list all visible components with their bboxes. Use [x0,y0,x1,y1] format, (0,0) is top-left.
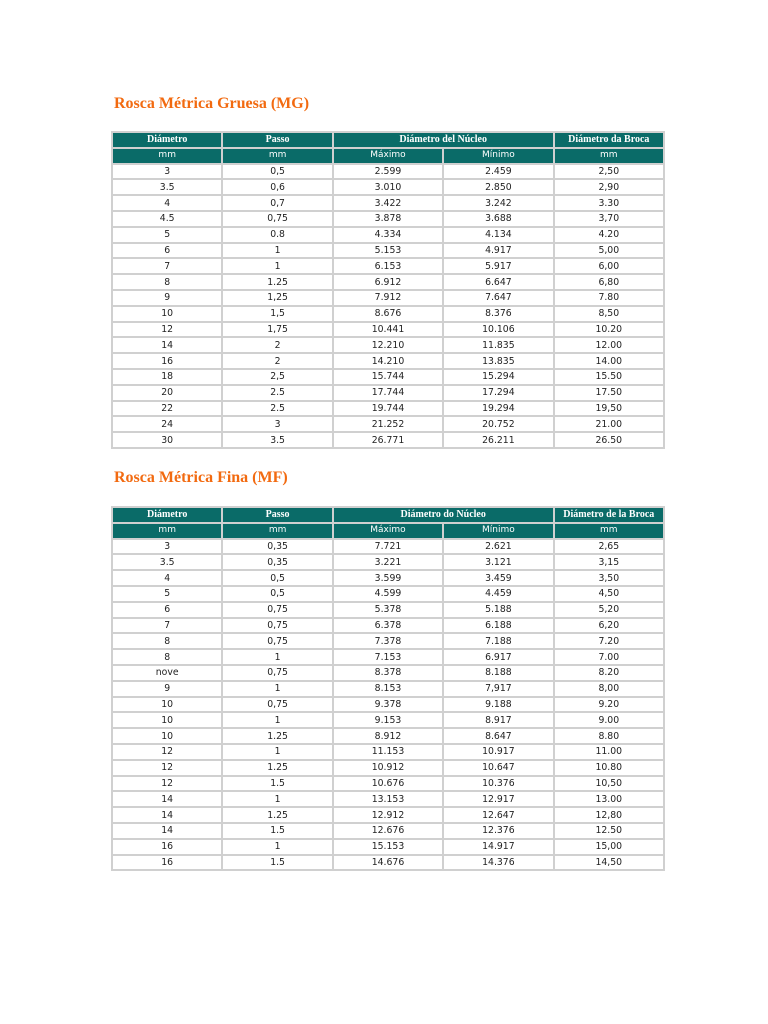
cell-drill: 26.50 [555,433,663,447]
table-row [113,729,663,743]
subheader-maximum: Máximo [334,524,442,538]
cell-core-min: 12.647 [444,808,552,822]
cell-diameter: 12 [113,323,221,337]
cell-core-min: 7,917 [444,682,552,696]
cell-diameter: 12 [113,777,221,791]
cell-pitch: 1 [223,259,331,273]
cell-pitch: 3.5 [223,433,331,447]
cell-diameter: 8 [113,275,221,289]
cell-core-min: 14.917 [444,840,552,854]
cell-drill: 9.00 [555,713,663,727]
cell-diameter: 22 [113,402,221,416]
cell-drill: 14,50 [555,856,663,870]
cell-pitch: 1 [223,244,331,258]
cell-core-max: 3.221 [334,555,442,569]
table-row [113,682,663,696]
cell-diameter: 12 [113,745,221,759]
cell-core-min: 7.188 [444,634,552,648]
table-row [113,571,663,585]
cell-core-max: 11.153 [334,745,442,759]
cell-pitch: 0,75 [223,212,331,226]
table-row [113,619,663,633]
cell-pitch: 1 [223,713,331,727]
table-row [113,165,663,179]
section-title-mf: Rosca Métrica Fina (MF) [114,469,288,486]
table-row [113,840,663,854]
cell-pitch: 1.25 [223,761,331,775]
cell-core-min: 2.621 [444,540,552,554]
subheader-maximum: Máximo [334,149,442,163]
cell-core-max: 7.153 [334,650,442,664]
subheader-unit: mm [113,149,221,163]
cell-core-max: 10.912 [334,761,442,775]
cell-diameter: 10 [113,307,221,321]
cell-diameter: 8 [113,650,221,664]
cell-pitch: 2 [223,354,331,368]
cell-pitch: 0,35 [223,555,331,569]
cell-drill: 2,65 [555,540,663,554]
cell-core-max: 8.912 [334,729,442,743]
table-row [113,745,663,759]
table-row [113,433,663,447]
cell-diameter: 9 [113,682,221,696]
cell-core-max: 3.599 [334,571,442,585]
table-row [113,698,663,712]
cell-diameter: nove [113,666,221,680]
cell-diameter: 4 [113,196,221,210]
table-row [113,540,663,554]
table-row [113,650,663,664]
table-row [113,291,663,305]
table-row [113,228,663,242]
cell-diameter: 3.5 [113,555,221,569]
cell-pitch: 0,35 [223,540,331,554]
cell-pitch: 2.5 [223,402,331,416]
cell-core-max: 12.210 [334,338,442,352]
table-row [113,792,663,806]
header-row [113,508,663,522]
table-row [113,824,663,838]
cell-pitch: 0,75 [223,634,331,648]
cell-diameter: 16 [113,840,221,854]
table-row [113,713,663,727]
cell-pitch: 1 [223,792,331,806]
subheader-unit: mm [555,149,663,163]
cell-pitch: 0,7 [223,196,331,210]
cell-diameter: 5 [113,587,221,601]
cell-diameter: 24 [113,417,221,431]
cell-core-max: 8.378 [334,666,442,680]
cell-core-min: 8.917 [444,713,552,727]
column-header-core-diameter: Diámetro do Núcleo [334,508,553,522]
cell-core-max: 21.252 [334,417,442,431]
cell-diameter: 5 [113,228,221,242]
cell-drill: 10.20 [555,323,663,337]
subheader-unit: mm [555,524,663,538]
cell-diameter: 8 [113,634,221,648]
cell-core-max: 6.378 [334,619,442,633]
cell-drill: 6,00 [555,259,663,273]
cell-core-min: 12.376 [444,824,552,838]
cell-core-min: 20.752 [444,417,552,431]
table-row [113,180,663,194]
cell-core-min: 10.917 [444,745,552,759]
cell-diameter: 10 [113,729,221,743]
cell-drill: 7.80 [555,291,663,305]
cell-pitch: 1.25 [223,729,331,743]
cell-drill: 8,00 [555,682,663,696]
table-row [113,323,663,337]
cell-core-max: 6.912 [334,275,442,289]
cell-core-min: 5.188 [444,603,552,617]
subheader-unit: mm [223,524,331,538]
cell-drill: 7.00 [555,650,663,664]
cell-diameter: 7 [113,259,221,273]
cell-diameter: 16 [113,856,221,870]
cell-core-max: 6.153 [334,259,442,273]
table-row [113,666,663,680]
cell-drill: 8.20 [555,666,663,680]
cell-core-max: 8.676 [334,307,442,321]
cell-drill: 8.80 [555,729,663,743]
cell-pitch: 0,75 [223,666,331,680]
thread-table-mg [111,131,665,449]
column-header-core-diameter: Diámetro del Núcleo [334,133,553,147]
cell-core-min: 6.647 [444,275,552,289]
cell-pitch: 0,5 [223,587,331,601]
table-row [113,417,663,431]
cell-drill: 10,50 [555,777,663,791]
cell-pitch: 1.5 [223,824,331,838]
cell-core-min: 10.376 [444,777,552,791]
cell-core-max: 17.744 [334,386,442,400]
cell-drill: 3.30 [555,196,663,210]
cell-diameter: 6 [113,244,221,258]
cell-core-min: 5.917 [444,259,552,273]
cell-diameter: 4.5 [113,212,221,226]
cell-pitch: 0,75 [223,603,331,617]
cell-core-max: 12.676 [334,824,442,838]
cell-core-min: 8.376 [444,307,552,321]
cell-core-max: 10.441 [334,323,442,337]
cell-drill: 12.00 [555,338,663,352]
cell-core-min: 2.850 [444,180,552,194]
cell-drill: 15.50 [555,370,663,384]
cell-core-min: 17.294 [444,386,552,400]
table-row [113,777,663,791]
table-row [113,259,663,273]
thread-table-mf [111,506,665,871]
column-header-diameter: Diámetro [113,133,221,147]
cell-core-min: 10.647 [444,761,552,775]
cell-pitch: 2.5 [223,386,331,400]
cell-diameter: 16 [113,354,221,368]
column-header-pitch: Passo [223,508,331,522]
cell-core-max: 26.771 [334,433,442,447]
cell-drill: 3,15 [555,555,663,569]
cell-drill: 2,50 [555,165,663,179]
cell-core-max: 19.744 [334,402,442,416]
cell-diameter: 18 [113,370,221,384]
cell-pitch: 1 [223,682,331,696]
cell-drill: 8,50 [555,307,663,321]
table-row [113,212,663,226]
cell-pitch: 1,75 [223,323,331,337]
cell-core-max: 15.153 [334,840,442,854]
cell-core-min: 8.647 [444,729,552,743]
cell-diameter: 3 [113,165,221,179]
table-row [113,761,663,775]
cell-core-max: 14.210 [334,354,442,368]
cell-drill: 14.00 [555,354,663,368]
cell-pitch: 1.25 [223,275,331,289]
cell-core-max: 10.676 [334,777,442,791]
table-row [113,856,663,870]
header-row [113,133,663,147]
cell-diameter: 12 [113,761,221,775]
cell-core-max: 9.378 [334,698,442,712]
cell-drill: 4,50 [555,587,663,601]
cell-drill: 3,70 [555,212,663,226]
cell-pitch: 2,5 [223,370,331,384]
cell-drill: 10.80 [555,761,663,775]
cell-pitch: 0,5 [223,165,331,179]
table-row [113,370,663,384]
cell-drill: 3,50 [555,571,663,585]
cell-diameter: 3 [113,540,221,554]
cell-drill: 13.00 [555,792,663,806]
cell-diameter: 4 [113,571,221,585]
cell-core-min: 3.459 [444,571,552,585]
cell-pitch: 1 [223,650,331,664]
cell-pitch: 1,5 [223,307,331,321]
cell-diameter: 14 [113,338,221,352]
table-body [113,540,663,870]
cell-pitch: 0.8 [223,228,331,242]
cell-core-min: 26.211 [444,433,552,447]
cell-core-min: 11.835 [444,338,552,352]
subheader-unit: mm [113,524,221,538]
subheader-row [113,149,663,163]
table-row [113,244,663,258]
table-row [113,402,663,416]
cell-core-max: 9.153 [334,713,442,727]
table-row [113,634,663,648]
cell-diameter: 9 [113,291,221,305]
cell-core-min: 14.376 [444,856,552,870]
cell-core-min: 12.917 [444,792,552,806]
cell-core-min: 4.459 [444,587,552,601]
cell-core-min: 13.835 [444,354,552,368]
cell-core-min: 9.188 [444,698,552,712]
subheader-minimum: Mínimo [444,524,552,538]
cell-core-max: 7.721 [334,540,442,554]
cell-core-max: 3.010 [334,180,442,194]
cell-pitch: 0,6 [223,180,331,194]
table-row [113,603,663,617]
cell-core-min: 6.188 [444,619,552,633]
cell-drill: 11.00 [555,745,663,759]
cell-pitch: 0,5 [223,571,331,585]
cell-drill: 19,50 [555,402,663,416]
cell-diameter: 14 [113,824,221,838]
cell-drill: 12,80 [555,808,663,822]
cell-core-max: 5.378 [334,603,442,617]
table-row [113,386,663,400]
cell-diameter: 10 [113,698,221,712]
cell-pitch: 1.5 [223,856,331,870]
cell-drill: 6,80 [555,275,663,289]
table-row [113,307,663,321]
column-header-drill-diameter: Diámetro da Broca [555,133,663,147]
column-header-diameter: Diámetro [113,508,221,522]
cell-core-min: 3.688 [444,212,552,226]
cell-pitch: 1,25 [223,291,331,305]
table-row [113,196,663,210]
cell-core-max: 4.599 [334,587,442,601]
subheader-row [113,524,663,538]
cell-core-min: 10.106 [444,323,552,337]
cell-core-max: 4.334 [334,228,442,242]
cell-core-max: 3.878 [334,212,442,226]
cell-core-max: 3.422 [334,196,442,210]
table-body [113,165,663,447]
cell-diameter: 6 [113,603,221,617]
cell-core-min: 7.647 [444,291,552,305]
cell-core-max: 5.153 [334,244,442,258]
cell-diameter: 30 [113,433,221,447]
cell-drill: 4.20 [555,228,663,242]
table-row [113,808,663,822]
cell-diameter: 10 [113,713,221,727]
cell-pitch: 1 [223,840,331,854]
cell-pitch: 2 [223,338,331,352]
cell-core-max: 7.378 [334,634,442,648]
cell-core-max: 15.744 [334,370,442,384]
cell-pitch: 0,75 [223,698,331,712]
cell-pitch: 1 [223,745,331,759]
cell-pitch: 3 [223,417,331,431]
table-row [113,354,663,368]
cell-core-min: 8.188 [444,666,552,680]
cell-drill: 2,90 [555,180,663,194]
table-row [113,555,663,569]
cell-drill: 6,20 [555,619,663,633]
cell-drill: 9.20 [555,698,663,712]
table-row [113,275,663,289]
cell-core-max: 2.599 [334,165,442,179]
cell-core-min: 3.242 [444,196,552,210]
cell-core-max: 8.153 [334,682,442,696]
cell-drill: 5,00 [555,244,663,258]
cell-core-max: 14.676 [334,856,442,870]
cell-pitch: 1.5 [223,777,331,791]
cell-core-max: 7.912 [334,291,442,305]
cell-diameter: 7 [113,619,221,633]
cell-pitch: 1.25 [223,808,331,822]
cell-diameter: 14 [113,792,221,806]
table-row [113,587,663,601]
cell-drill: 15,00 [555,840,663,854]
cell-core-max: 12.912 [334,808,442,822]
cell-core-min: 4.917 [444,244,552,258]
column-header-drill-diameter: Diámetro de la Broca [555,508,663,522]
column-header-pitch: Passo [223,133,331,147]
cell-core-min: 19.294 [444,402,552,416]
cell-diameter: 14 [113,808,221,822]
cell-drill: 21.00 [555,417,663,431]
cell-core-min: 6.917 [444,650,552,664]
cell-core-max: 13.153 [334,792,442,806]
table-row [113,338,663,352]
section-title-mg: Rosca Métrica Gruesa (MG) [114,95,310,112]
cell-drill: 12.50 [555,824,663,838]
cell-core-min: 4.134 [444,228,552,242]
cell-diameter: 20 [113,386,221,400]
cell-core-min: 3.121 [444,555,552,569]
cell-drill: 17.50 [555,386,663,400]
cell-drill: 7.20 [555,634,663,648]
subheader-minimum: Mínimo [444,149,552,163]
cell-drill: 5,20 [555,603,663,617]
cell-diameter: 3.5 [113,180,221,194]
cell-pitch: 0,75 [223,619,331,633]
subheader-unit: mm [223,149,331,163]
cell-core-min: 15.294 [444,370,552,384]
cell-core-min: 2.459 [444,165,552,179]
